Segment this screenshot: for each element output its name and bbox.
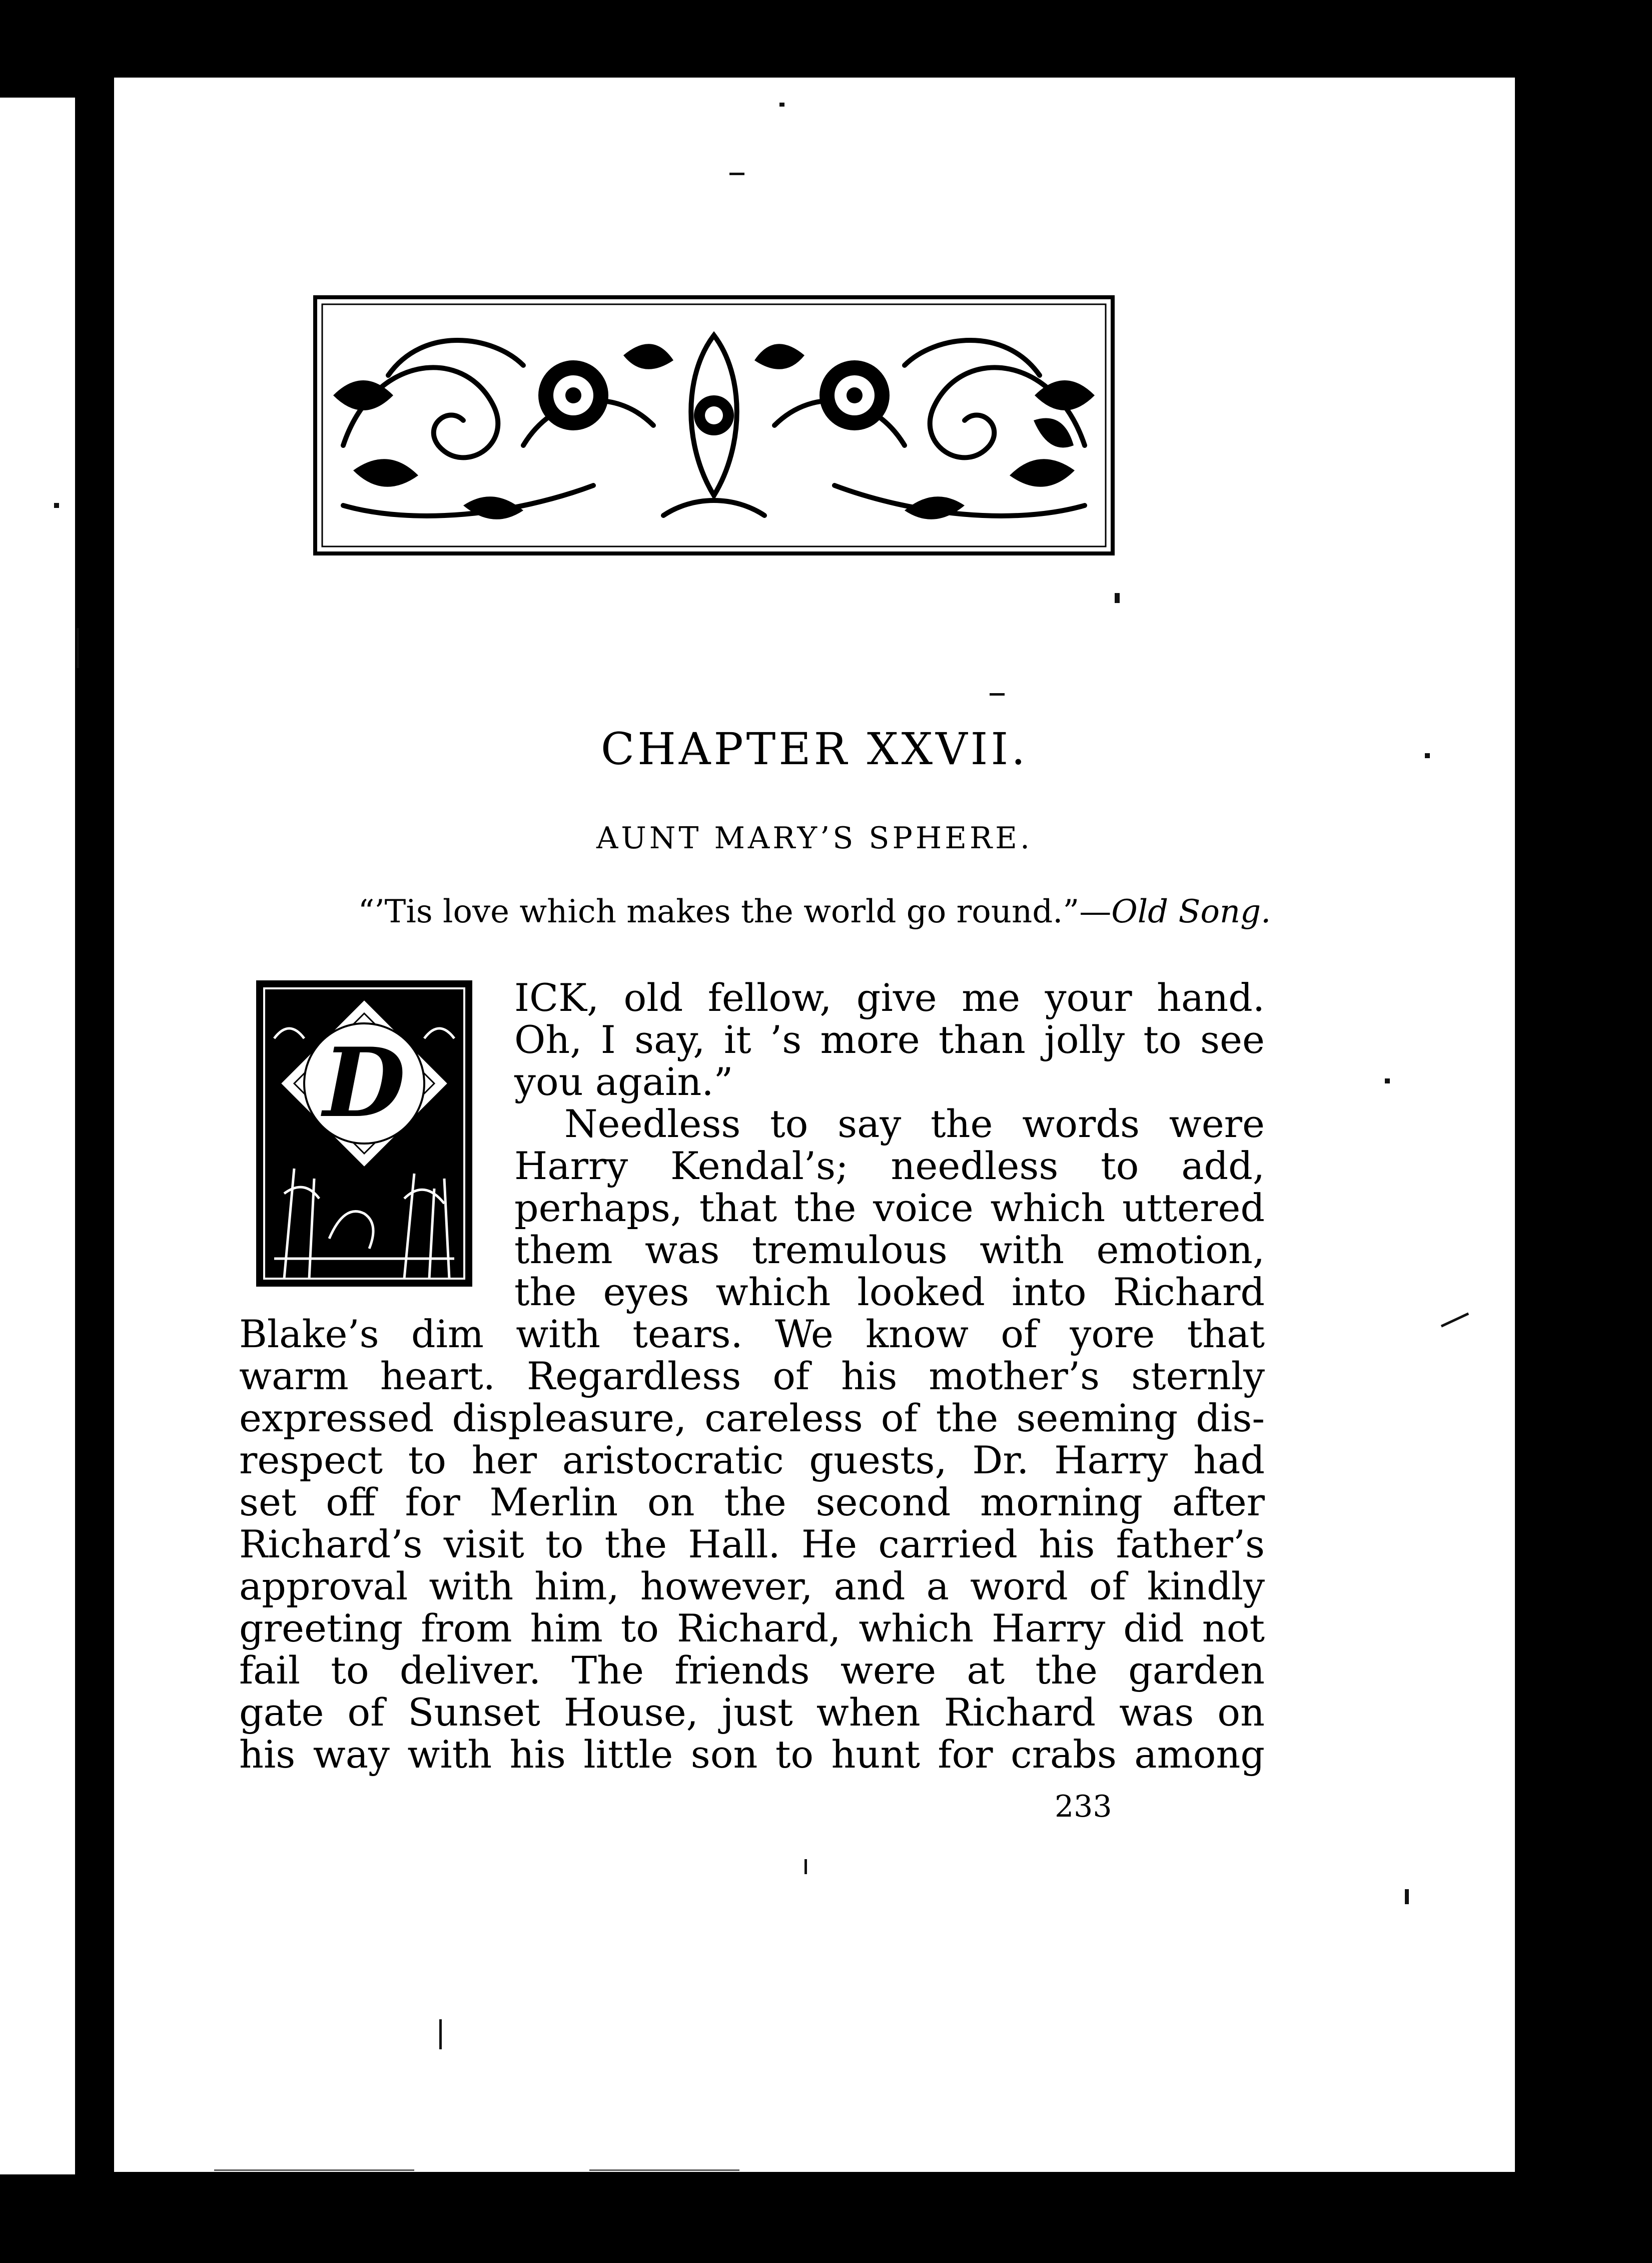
scan-speck <box>1441 1313 1469 1328</box>
text-line: expressed displeasure, careless of the seeming dis- <box>239 1396 1265 1440</box>
scan-speck <box>1385 1078 1390 1083</box>
text-line: Needless to say the words were <box>564 1101 1265 1146</box>
text-line: his way with his little son to hunt for crabs among <box>239 1732 1265 1777</box>
text-line: them was tremulous with emotion, <box>514 1228 1265 1272</box>
epigraph-source: Old Song. <box>1111 893 1271 930</box>
text-line: gate of Sunset House, just when Richard was on <box>239 1690 1265 1735</box>
text-line: respect to her aristocratic guests, Dr. Harry had <box>239 1438 1265 1482</box>
scan-speck <box>589 2169 739 2171</box>
drop-cap-initial <box>254 978 474 1289</box>
text-line: set off for Merlin on the second morning after <box>239 1480 1265 1524</box>
text-line: greeting from him to Richard, which Harry did not <box>239 1606 1265 1650</box>
text-line: warm heart. Regardless of his mother’s sternly <box>239 1354 1265 1398</box>
epigraph <box>114 893 1515 930</box>
text-line: ICK, old fellow, give me your hand. <box>514 975 1265 1020</box>
chapter-subtitle: AUNT MARY’S SPHERE. <box>596 821 1033 856</box>
scan-speck <box>729 173 744 175</box>
scan-speck <box>1115 593 1120 603</box>
text-line: Richard’s visit to the Hall. He carried his father’s <box>239 1522 1265 1566</box>
scan-speck <box>990 693 1005 696</box>
text-line: you again.” <box>514 1059 733 1104</box>
scan-speck <box>1405 1889 1409 1904</box>
text-line: the eyes which looked into Richard <box>514 1270 1265 1314</box>
text-line: approval with him, however, and a word of kindly <box>239 1564 1265 1608</box>
text-line: Oh, I say, it ’s more than jolly to see <box>514 1017 1265 1062</box>
text-line: Harry Kendal’s; needless to add, <box>514 1144 1265 1188</box>
text-line: fail to deliver. The friends were at the garden <box>239 1648 1265 1692</box>
book-page <box>114 78 1515 2172</box>
scan-speck <box>77 628 79 668</box>
scan-speck <box>804 1859 807 1874</box>
text-line: Blake’s dim with tears. We know of yore that <box>239 1312 1265 1356</box>
chapter-title: CHAPTER XXVII. <box>600 723 1029 775</box>
epigraph-quote: “’Tis love which makes the world go round.”— <box>358 893 1112 930</box>
scan-speck <box>54 503 59 508</box>
page-edge-strip <box>0 98 75 2174</box>
page-number: 233 <box>1055 1789 1112 1824</box>
scan-speck <box>1425 753 1430 758</box>
scan-speck <box>439 2019 457 2049</box>
text-line: perhaps, that the voice which uttered <box>514 1186 1265 1230</box>
drop-cap-letter: D <box>323 1027 406 1139</box>
ornamental-headpiece <box>313 295 1115 555</box>
scan-speck <box>214 2169 414 2171</box>
scan-speck <box>779 103 784 107</box>
